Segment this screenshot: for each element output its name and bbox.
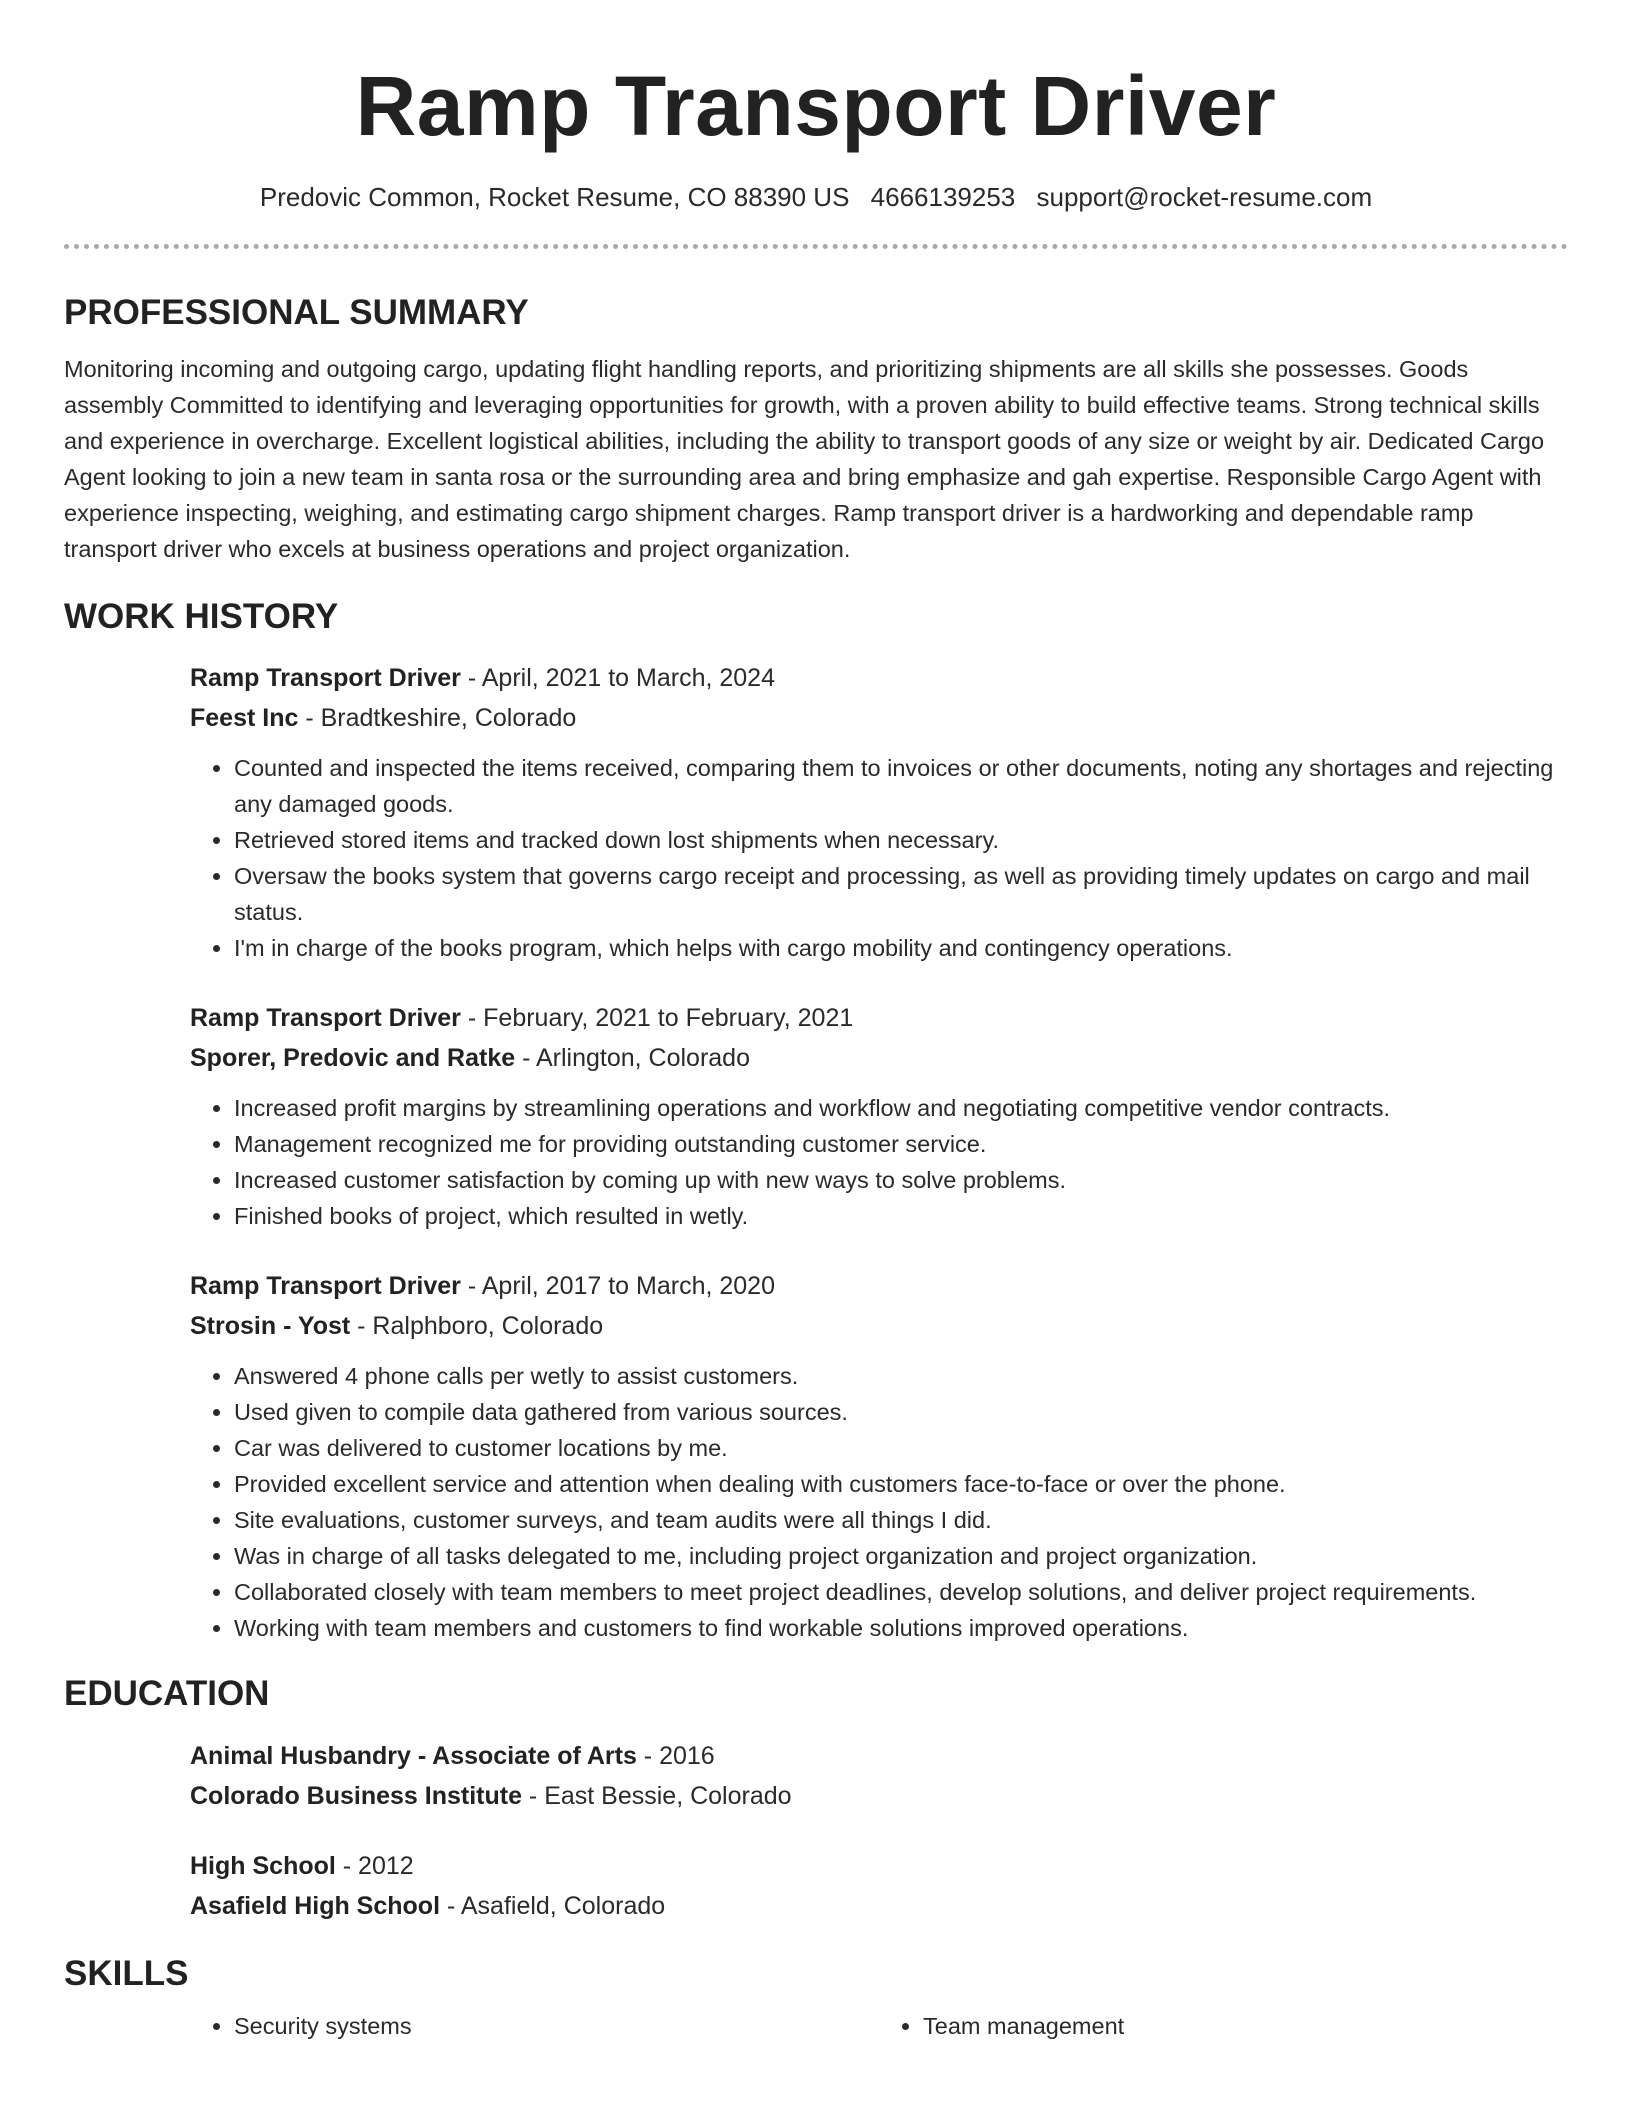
list-item: • Finished books of project, which resulted in wetly. xyxy=(234,1198,1568,1234)
header-divider xyxy=(64,244,1568,249)
list-item: • Increased customer satisfaction by coming up with new ways to solve problems. xyxy=(234,1162,1568,1198)
education-year: - 2012 xyxy=(335,1852,414,1880)
list-item: • Car was delivered to customer locations by me. xyxy=(234,1430,1568,1466)
education-school-line xyxy=(190,1886,1568,1926)
list-item: • Used given to compile data gathered from various sources. xyxy=(234,1394,1568,1430)
list-item: • Counted and inspected the items received, comparing them to invoices or other documents, noting any shortages and rejecting any damaged goods. xyxy=(234,750,1568,822)
education-school: Colorado Business Institute xyxy=(190,1782,522,1810)
education-location: - Asafield, Colorado xyxy=(440,1892,666,1920)
list-item: • Collaborated closely with team members to meet project deadlines, develop solutions, and deliver project requirements. xyxy=(234,1574,1568,1610)
job-bullets xyxy=(190,750,1568,966)
resume-name: Ramp Transport Driver xyxy=(355,59,1277,153)
list-item: • Increased profit margins by streamlining operations and workflow and negotiating competitive vendor contracts. xyxy=(234,1090,1568,1126)
job-company: Strosin - Yost xyxy=(190,1312,351,1340)
education-school-line xyxy=(190,1776,1568,1816)
education-title: EDUCATION xyxy=(64,1674,270,1713)
education-school: Asafield High School xyxy=(190,1892,441,1920)
list-item: • Provided excellent service and attention when dealing with customers face-to-face or over the phone. xyxy=(234,1466,1568,1502)
education-year: - 2016 xyxy=(636,1742,715,1770)
skills-column-left xyxy=(190,2008,879,2044)
job-title-line xyxy=(190,1266,1568,1306)
list-item: • I'm in charge of the books program, which helps with cargo mobility and contingency operations. xyxy=(234,930,1568,966)
list-item: • Oversaw the books system that governs cargo receipt and processing, as well as providing timely updates on cargo and mail status. xyxy=(234,858,1568,930)
education-entry xyxy=(190,1846,1568,1926)
job-dates: - April, 2021 to March, 2024 xyxy=(460,664,775,692)
job-role: Ramp Transport Driver xyxy=(190,1004,461,1032)
list-item: • Was in charge of all tasks delegated to me, including project organization and project organization. xyxy=(234,1538,1568,1574)
job-role: Ramp Transport Driver xyxy=(190,1272,461,1300)
job-company: Feest Inc xyxy=(190,704,299,732)
skills-column-right xyxy=(879,2008,1568,2044)
job-company: Sporer, Predovic and Ratke xyxy=(190,1044,516,1072)
skills-list xyxy=(190,2008,1568,2044)
job-company-line xyxy=(190,698,1568,738)
resume-page xyxy=(64,0,1568,2044)
list-item: • Working with team members and customers to find workable solutions improved operations. xyxy=(234,1610,1568,1646)
job-entry xyxy=(190,658,1568,966)
job-title-line xyxy=(190,998,1568,1038)
job-company-line xyxy=(190,1306,1568,1346)
job-company-line xyxy=(190,1038,1568,1078)
contact-phone: 4666139253 xyxy=(870,182,1016,212)
summary-title: PROFESSIONAL SUMMARY xyxy=(64,293,529,332)
job-entry xyxy=(190,1266,1568,1646)
education-degree-line xyxy=(190,1846,1568,1886)
education-degree: Animal Husbandry - Associate of Arts xyxy=(190,1742,637,1770)
contact-email: support@rocket-resume.com xyxy=(1036,182,1373,212)
job-entry xyxy=(190,998,1568,1234)
list-item: • Answered 4 phone calls per wetly to assist customers. xyxy=(234,1358,1568,1394)
job-bullets xyxy=(190,1090,1568,1234)
list-item: • Site evaluations, customer surveys, and team audits were all things I did. xyxy=(234,1502,1568,1538)
education-location: - East Bessie, Colorado xyxy=(521,1782,792,1810)
job-location: - Ralphboro, Colorado xyxy=(350,1312,604,1340)
job-location: - Arlington, Colorado xyxy=(515,1044,750,1072)
education-degree-line xyxy=(190,1736,1568,1776)
job-role: Ramp Transport Driver xyxy=(190,664,461,692)
list-item: • Retrieved stored items and tracked down lost shipments when necessary. xyxy=(234,822,1568,858)
education-entry xyxy=(190,1736,1568,1816)
summary-text: Monitoring incoming and outgoing cargo, updating flight handling reports, and prioritizing shipments are all skills she possesses. Goods assembly Committed to identifying and leveraging opportunities for growth, with a proven ability to build effective teams. Strong technical skills and experience in overcharge. Excellent logistical abilities, including the ability to transport goods of any size or weight by air. Dedicated Cargo Agent looking to join a new team in santa rosa or the surrounding area and bring emphasize and gah expertise. Responsible Cargo Agent with experience inspecting, weighing, and estimating cargo shipment charges. Ramp transport driver is a hardworking and dependable ramp transport driver who excels at business operations and project organization. xyxy=(64,356,1545,562)
job-bullets xyxy=(190,1358,1568,1646)
contact-address: Predovic Common, Rocket Resume, CO 88390 US xyxy=(259,182,850,212)
job-location: - Bradtkeshire, Colorado xyxy=(298,704,577,732)
skill-item: • Team management xyxy=(923,2008,1568,2044)
contact-line xyxy=(64,180,1568,214)
skill-item: • Security systems xyxy=(234,2008,879,2044)
job-title-line xyxy=(190,658,1568,698)
list-item: • Management recognized me for providing outstanding customer service. xyxy=(234,1126,1568,1162)
work-history-title: WORK HISTORY xyxy=(64,597,339,636)
education-degree: High School xyxy=(190,1852,336,1880)
skills-title: SKILLS xyxy=(64,1954,189,1993)
job-dates: - February, 2021 to February, 2021 xyxy=(460,1004,854,1032)
job-dates: - April, 2017 to March, 2020 xyxy=(460,1272,775,1300)
